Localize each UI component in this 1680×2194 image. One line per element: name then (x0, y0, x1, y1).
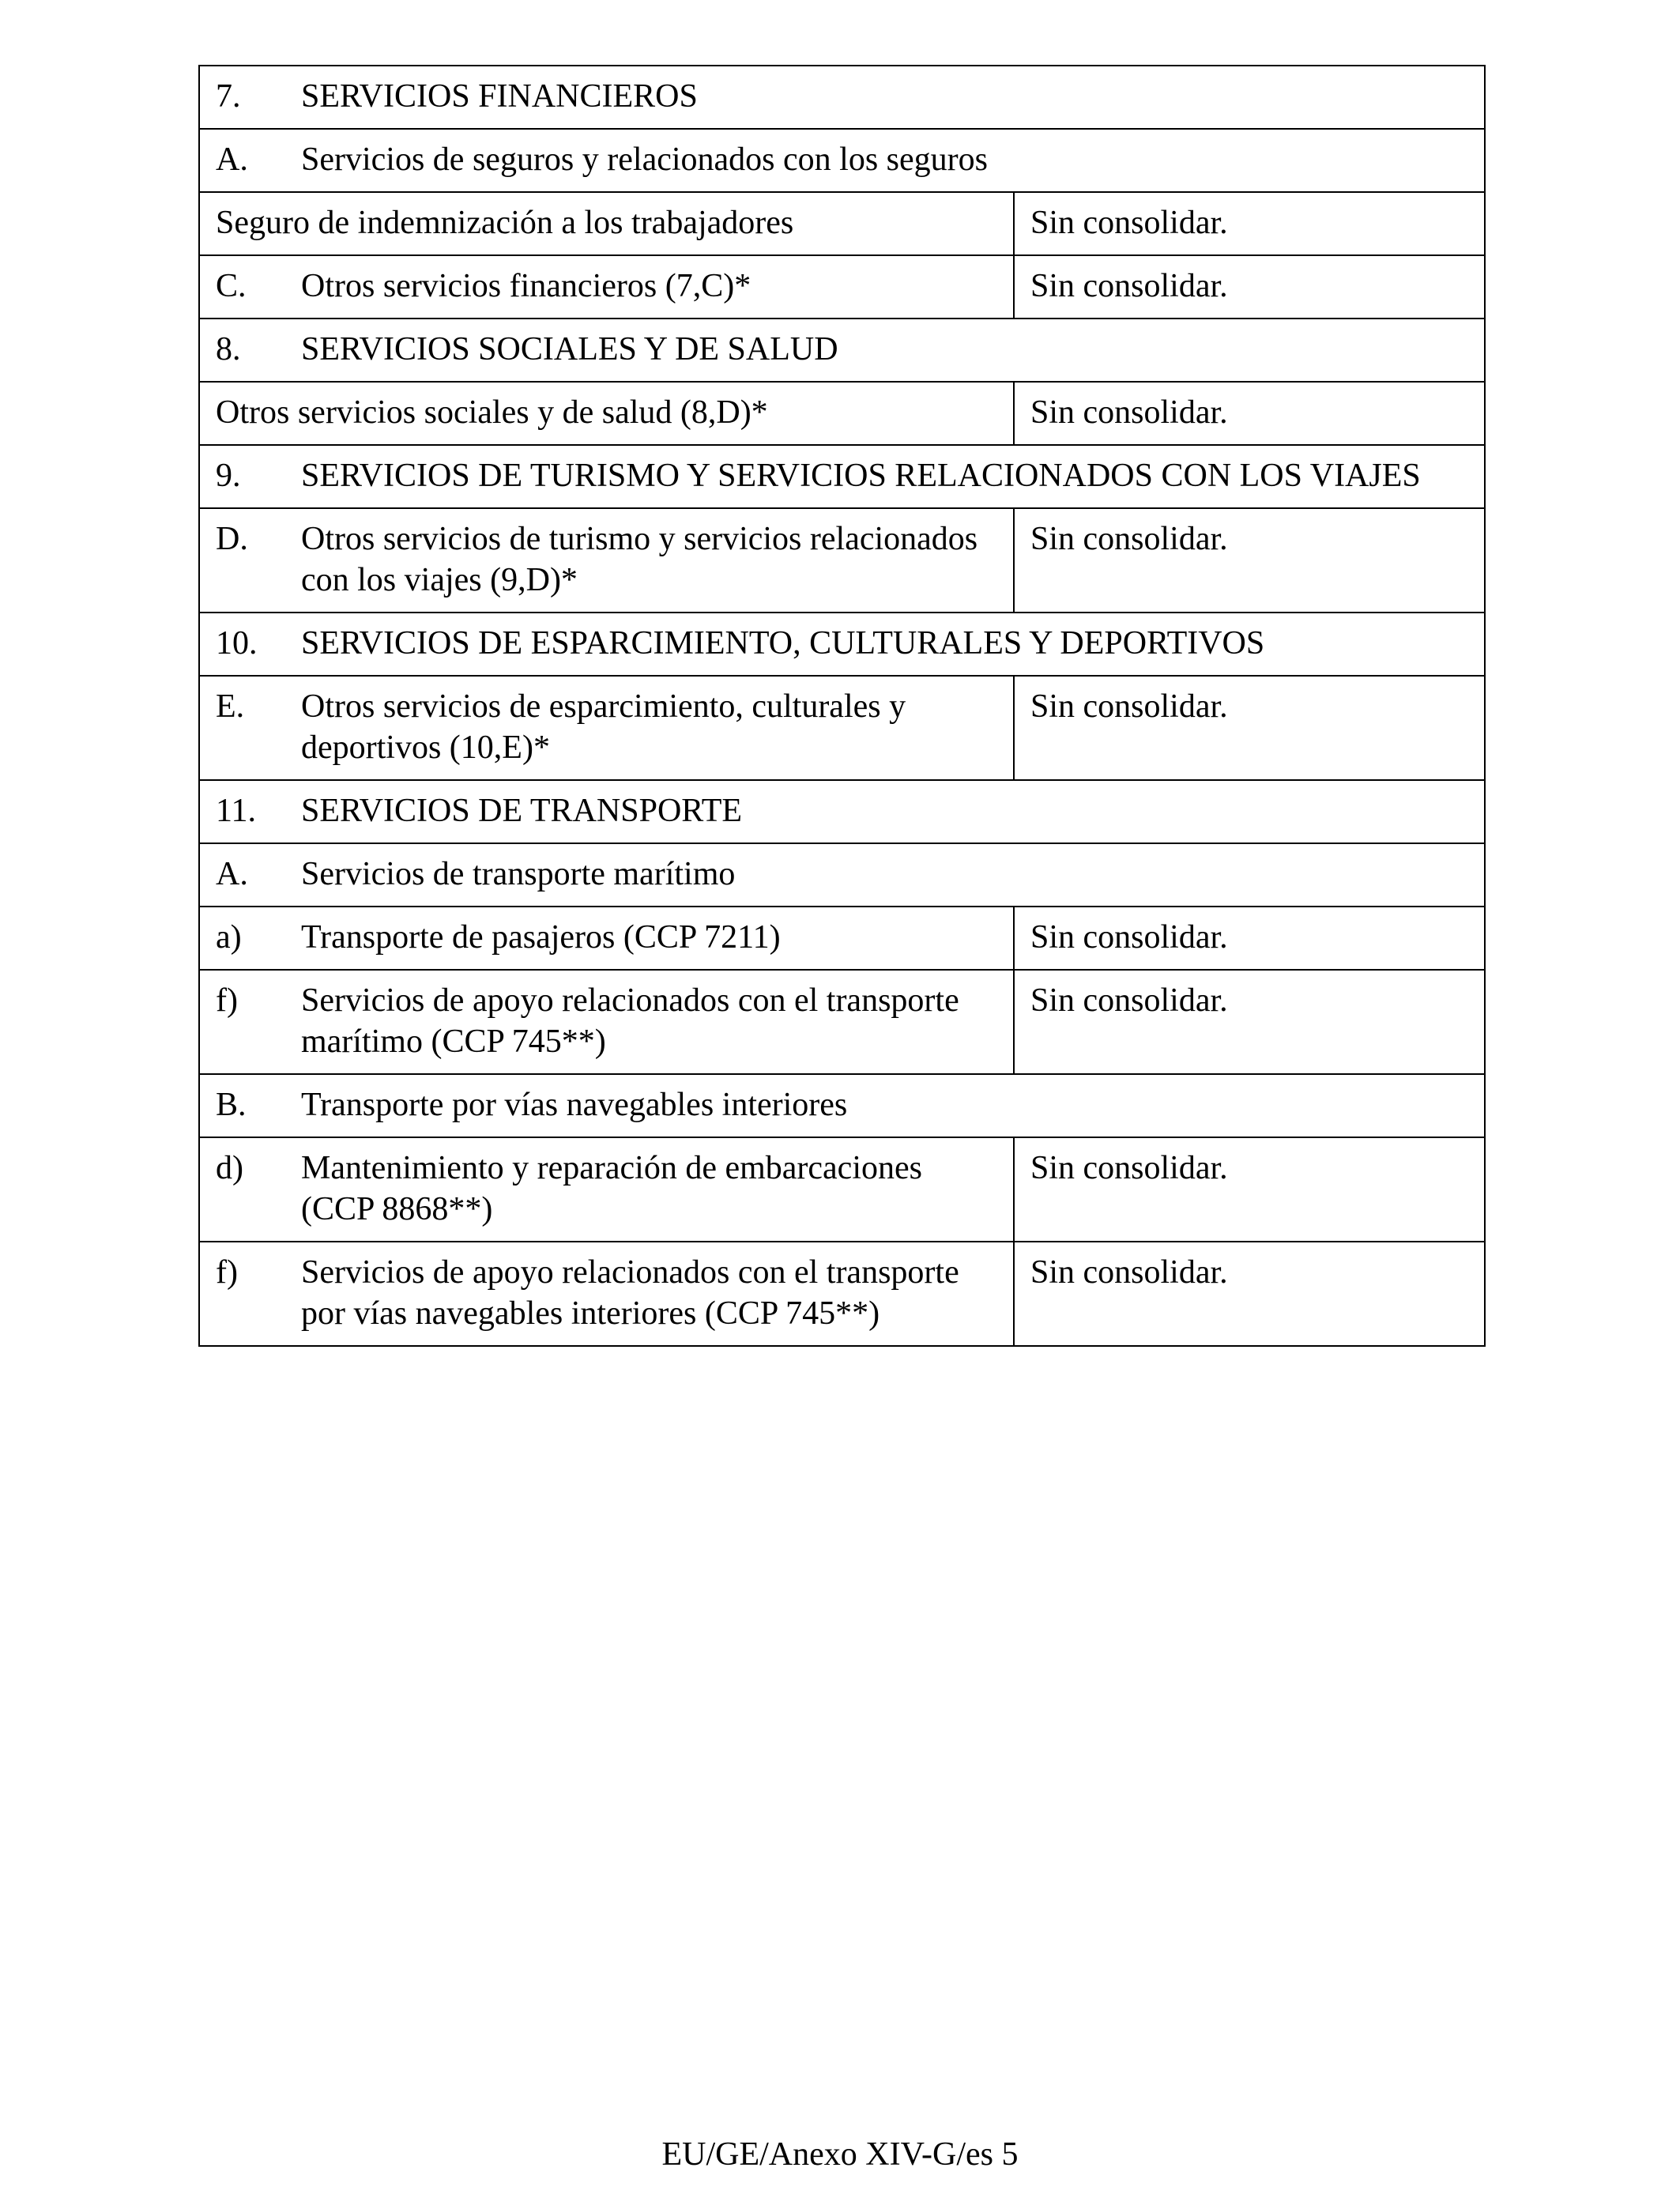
table-row (199, 255, 1485, 319)
table-row (199, 192, 1485, 255)
numbered-item (216, 266, 997, 307)
sector-cell (199, 1137, 1014, 1242)
section-heading-row (199, 445, 1485, 508)
section-heading-cell (199, 613, 1485, 676)
table-row (199, 907, 1485, 970)
numbered-item (216, 1084, 1468, 1125)
sector-description: Servicios de apoyo relacionados con el transporte por vías navegables interiores (CCP 745**) (301, 1254, 959, 1332)
section-heading-cell (199, 1074, 1485, 1137)
table-row (199, 382, 1485, 445)
numbered-item (216, 1252, 997, 1334)
section-heading-cell (199, 129, 1485, 192)
numbered-item (216, 76, 1468, 117)
numbered-item (216, 518, 997, 601)
section-title: Transporte por vías navegables interiores (301, 1087, 848, 1123)
sector-cell (199, 676, 1014, 780)
item-number: A. (216, 141, 248, 178)
numbered-item (216, 790, 1468, 831)
section-heading-row (199, 1074, 1485, 1137)
section-heading-row (199, 129, 1485, 192)
sector-cell (199, 907, 1014, 970)
sector-cell (199, 192, 1014, 255)
section-heading-cell (199, 319, 1485, 382)
commitment-status-cell (1014, 970, 1485, 1074)
section-title: Servicios de transporte marítimo (301, 856, 736, 892)
section-heading-row (199, 66, 1485, 129)
commitment-status: Sin consolidar. (1030, 268, 1228, 304)
sector-cell (199, 255, 1014, 319)
sector-description: Otros servicios financieros (7,C)* (301, 268, 751, 304)
item-number: A. (216, 856, 248, 892)
table-row (199, 1137, 1485, 1242)
commitment-status-cell (1014, 907, 1485, 970)
commitment-status-cell (1014, 192, 1485, 255)
section-heading-cell (199, 66, 1485, 129)
numbered-item (216, 329, 1468, 370)
item-number: B. (216, 1087, 247, 1123)
sector-description: Transporte de pasajeros (CCP 7211) (301, 919, 781, 956)
section-title: SERVICIOS FINANCIEROS (301, 78, 698, 115)
sector-cell (199, 1242, 1014, 1346)
page-footer: EU/GE/Anexo XIV-G/es 5 (661, 2136, 1019, 2173)
section-title: SERVICIOS DE TURISMO Y SERVICIOS RELACIONADOS CON LOS VIAJES (301, 458, 1421, 494)
commitment-status-cell (1014, 382, 1485, 445)
commitment-status: Sin consolidar. (1030, 919, 1228, 956)
sector-description: Mantenimiento y reparación de embarcaciones (CCP 8868**) (301, 1150, 922, 1227)
item-number: 11. (216, 793, 256, 829)
item-number: 9. (216, 458, 241, 494)
section-heading-cell (199, 445, 1485, 508)
commitment-status: Sin consolidar. (1030, 982, 1228, 1019)
sector-cell (199, 382, 1014, 445)
sector-description: Seguro de indemnización a los trabajadores (216, 205, 794, 241)
numbered-item (216, 623, 1468, 664)
commitment-status-cell (1014, 508, 1485, 613)
item-number: f) (216, 1254, 238, 1291)
numbered-item (216, 854, 1468, 895)
commitment-status: Sin consolidar. (1030, 521, 1228, 557)
section-heading-cell (199, 843, 1485, 907)
table-row (199, 676, 1485, 780)
commitment-status: Sin consolidar. (1030, 394, 1228, 431)
commitments-table-body (199, 66, 1485, 1346)
sector-description: Servicios de apoyo relacionados con el transporte marítimo (CCP 745**) (301, 982, 959, 1060)
numbered-item (216, 139, 1468, 180)
numbered-item (216, 980, 997, 1062)
commitments-table (198, 65, 1486, 1347)
commitment-status-cell (1014, 255, 1485, 319)
commitment-status-cell (1014, 1242, 1485, 1346)
sector-cell (199, 970, 1014, 1074)
numbered-item (216, 1148, 997, 1230)
item-number: f) (216, 982, 238, 1019)
table-row (199, 508, 1485, 613)
item-number: D. (216, 521, 248, 557)
commitment-status: Sin consolidar. (1030, 205, 1228, 241)
commitment-status-cell (1014, 676, 1485, 780)
section-heading-row (199, 780, 1485, 843)
numbered-item (216, 917, 997, 958)
table-row (199, 970, 1485, 1074)
section-heading-row (199, 613, 1485, 676)
item-number: 7. (216, 78, 241, 115)
commitment-status: Sin consolidar. (1030, 1254, 1228, 1291)
sector-description: Otros servicios sociales y de salud (8,D)* (216, 394, 768, 431)
section-title: SERVICIOS DE TRANSPORTE (301, 793, 743, 829)
numbered-item (216, 455, 1468, 496)
item-number: 10. (216, 625, 258, 662)
section-heading-row (199, 843, 1485, 907)
item-number: E. (216, 688, 245, 725)
sector-cell (199, 508, 1014, 613)
section-title: Servicios de seguros y relacionados con los seguros (301, 141, 988, 178)
sector-description: Otros servicios de turismo y servicios relacionados con los viajes (9,D)* (301, 521, 978, 598)
item-number: C. (216, 268, 247, 304)
commitment-status: Sin consolidar. (1030, 1150, 1228, 1186)
section-title: SERVICIOS DE ESPARCIMIENTO, CULTURALES Y DEPORTIVOS (301, 625, 1265, 662)
commitment-status-cell (1014, 1137, 1485, 1242)
item-number: 8. (216, 331, 241, 368)
item-number: a) (216, 919, 242, 956)
commitment-status: Sin consolidar. (1030, 688, 1228, 725)
table-row (199, 1242, 1485, 1346)
section-heading-cell (199, 780, 1485, 843)
numbered-item (216, 686, 997, 768)
sector-description: Otros servicios de esparcimiento, culturales y deportivos (10,E)* (301, 688, 906, 766)
item-number: d) (216, 1150, 243, 1186)
section-heading-row (199, 319, 1485, 382)
section-title: SERVICIOS SOCIALES Y DE SALUD (301, 331, 838, 368)
